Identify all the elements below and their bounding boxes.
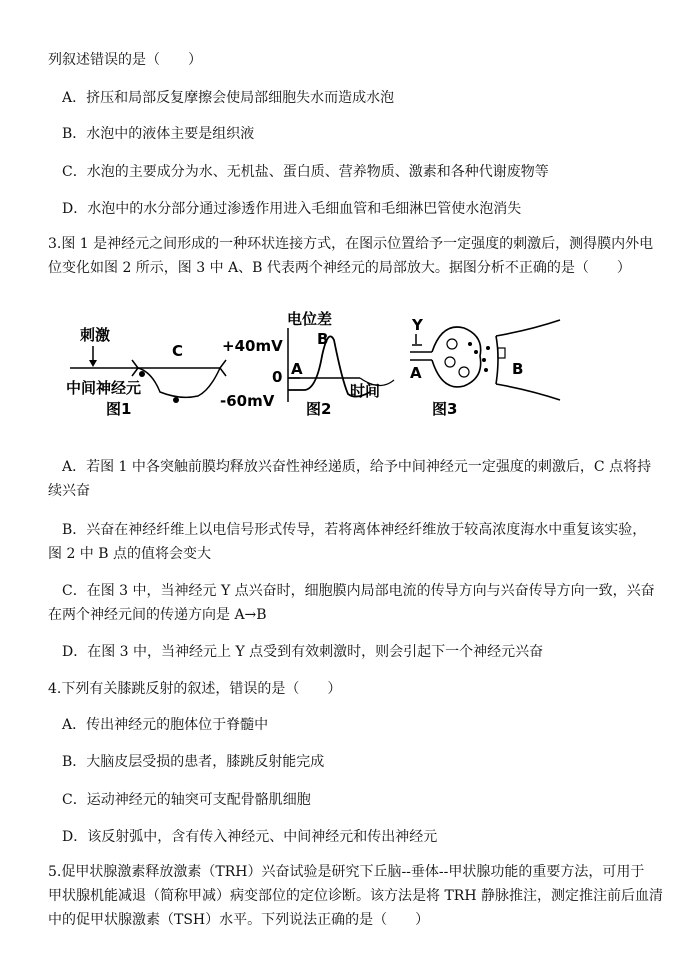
transmitter-dot: [482, 358, 486, 362]
q2-option-c: C．水泡的主要成分为水、无机盐、蛋白质、营养物质、激素和各种代谢废物等: [62, 164, 549, 180]
question-stem-tail: 列叙述错误的是（ ）: [48, 52, 202, 68]
figure-1: [66, 326, 226, 418]
q3-option-d: D．在图 3 中，当神经元上 Y 点受到有效刺激时，则会引起下一个神经元兴奋: [62, 644, 544, 660]
synapse-dot: [139, 371, 145, 377]
transmitter-dot: [486, 346, 490, 350]
point-b-label: B: [317, 330, 329, 348]
q5-stem-line1: 5.促甲状腺激素释放激素（TRH）兴奋试验是研究下丘脑--垂体--甲状腺功能的重要方法，可用于: [48, 864, 645, 880]
receptor-icon: [498, 348, 505, 358]
postsynaptic-membrane: [496, 336, 498, 384]
q4-option-a: A．传出神经元的胞体位于脊髓中: [62, 717, 269, 733]
figure-2: [220, 310, 394, 418]
synapse-dot: [173, 397, 179, 403]
figure-2-caption: 图2: [306, 400, 332, 418]
figure-illustration: [60, 300, 620, 430]
q3-stem-line2: 位变化如图 2 所示，图 3 中 A、B 代表两个神经元的局部放大。据图分析不正确的是（ ）: [48, 260, 631, 276]
neuron-a-label: A: [410, 364, 422, 382]
figure-3: [410, 316, 560, 418]
transmitter-dot: [468, 342, 472, 346]
point-a-label: A: [291, 360, 303, 378]
transmitter-dot: [474, 350, 478, 354]
y-top-label: +40mV: [222, 337, 283, 355]
y-bottom-label: -60mV: [220, 392, 275, 410]
point-c-label: C: [172, 342, 184, 360]
y-axis-label: 电位差: [287, 310, 333, 328]
synaptic-knob: [432, 327, 481, 387]
x-axis-label: 时间: [350, 382, 381, 400]
q4-stem: 4.下列有关膝跳反射的叙述，错误的是（ ）: [48, 681, 342, 697]
y-point-label: Y: [412, 316, 423, 334]
q4-option-d: D．该反射弧中，含有传入神经元、中间神经元和传出神经元: [62, 829, 438, 845]
transmitter-dot: [484, 368, 488, 372]
figure-1-caption: 图1: [106, 400, 132, 418]
stimulus-arrowhead-icon: [89, 360, 97, 367]
q4-option-b: B．大脑皮层受损的患者，膝跳反射能完成: [62, 754, 325, 770]
q3-option-a-line2: 续兴奋: [48, 483, 90, 499]
neuron-label: 中间神经元: [66, 379, 142, 397]
q3-stem-line1: 3.图 1 是神经元之间形成的一种环状连接方式，在图示位置给予一定强度的刺激后，测得膜内外电: [48, 236, 654, 252]
q5-stem-line2: 甲状腺机能减退（简称甲减）病变部位的定位诊断。该方法是将 TRH 静脉推注，测定推注前后血清: [48, 888, 663, 904]
postsynaptic-neuron: [496, 320, 560, 400]
neuron-b-label: B: [512, 360, 524, 378]
q2-option-a: A．挤压和局部反复摩擦会使局部细胞失水而造成水泡: [62, 90, 395, 106]
vesicle-icon: [447, 339, 457, 349]
q3-option-b-line2: 图 2 中 B 点的值将会变大: [48, 546, 211, 562]
q3-option-c-line1: C．在图 3 中，当神经元 Y 点兴奋时，细胞膜内局部电流的传导方向与兴奋传导方向一致，兴奋: [62, 583, 655, 599]
synapse-fork-icon: [220, 360, 226, 376]
q3-option-b-line1: B．兴奋在神经纤维上以电信号形式传导，若将离体神经纤维放于较高浓度海水中重复该实验，: [62, 522, 647, 538]
q3-option-a-line1: A．若图 1 中各突触前膜均释放兴奋性神经递质，给予中间神经元一定强度的刺激后，C 点将持: [62, 459, 652, 475]
q3-figures: [60, 300, 620, 430]
figure-3-caption: 图3: [432, 400, 458, 418]
q2-option-b: B．水泡中的液体主要是组织液: [62, 126, 255, 142]
y-zero-label: 0: [272, 368, 283, 386]
q3-option-c-line2: 在两个神经元间的传递方向是 A→B: [48, 607, 267, 623]
neuron-loop: [138, 368, 220, 397]
q2-option-d: D．水泡中的水分部分通过渗透作用进入毛细血管和毛细淋巴管使水泡消失: [62, 201, 522, 217]
q5-stem-line3: 中的促甲状腺激素（TSH）水平。下列说法正确的是（ ）: [48, 912, 430, 928]
stimulus-label: 刺激: [80, 326, 111, 344]
q4-option-c: C．运动神经元的轴突可支配骨骼肌细胞: [62, 792, 311, 808]
vesicle-icon: [445, 357, 455, 367]
vesicle-icon: [459, 367, 469, 377]
